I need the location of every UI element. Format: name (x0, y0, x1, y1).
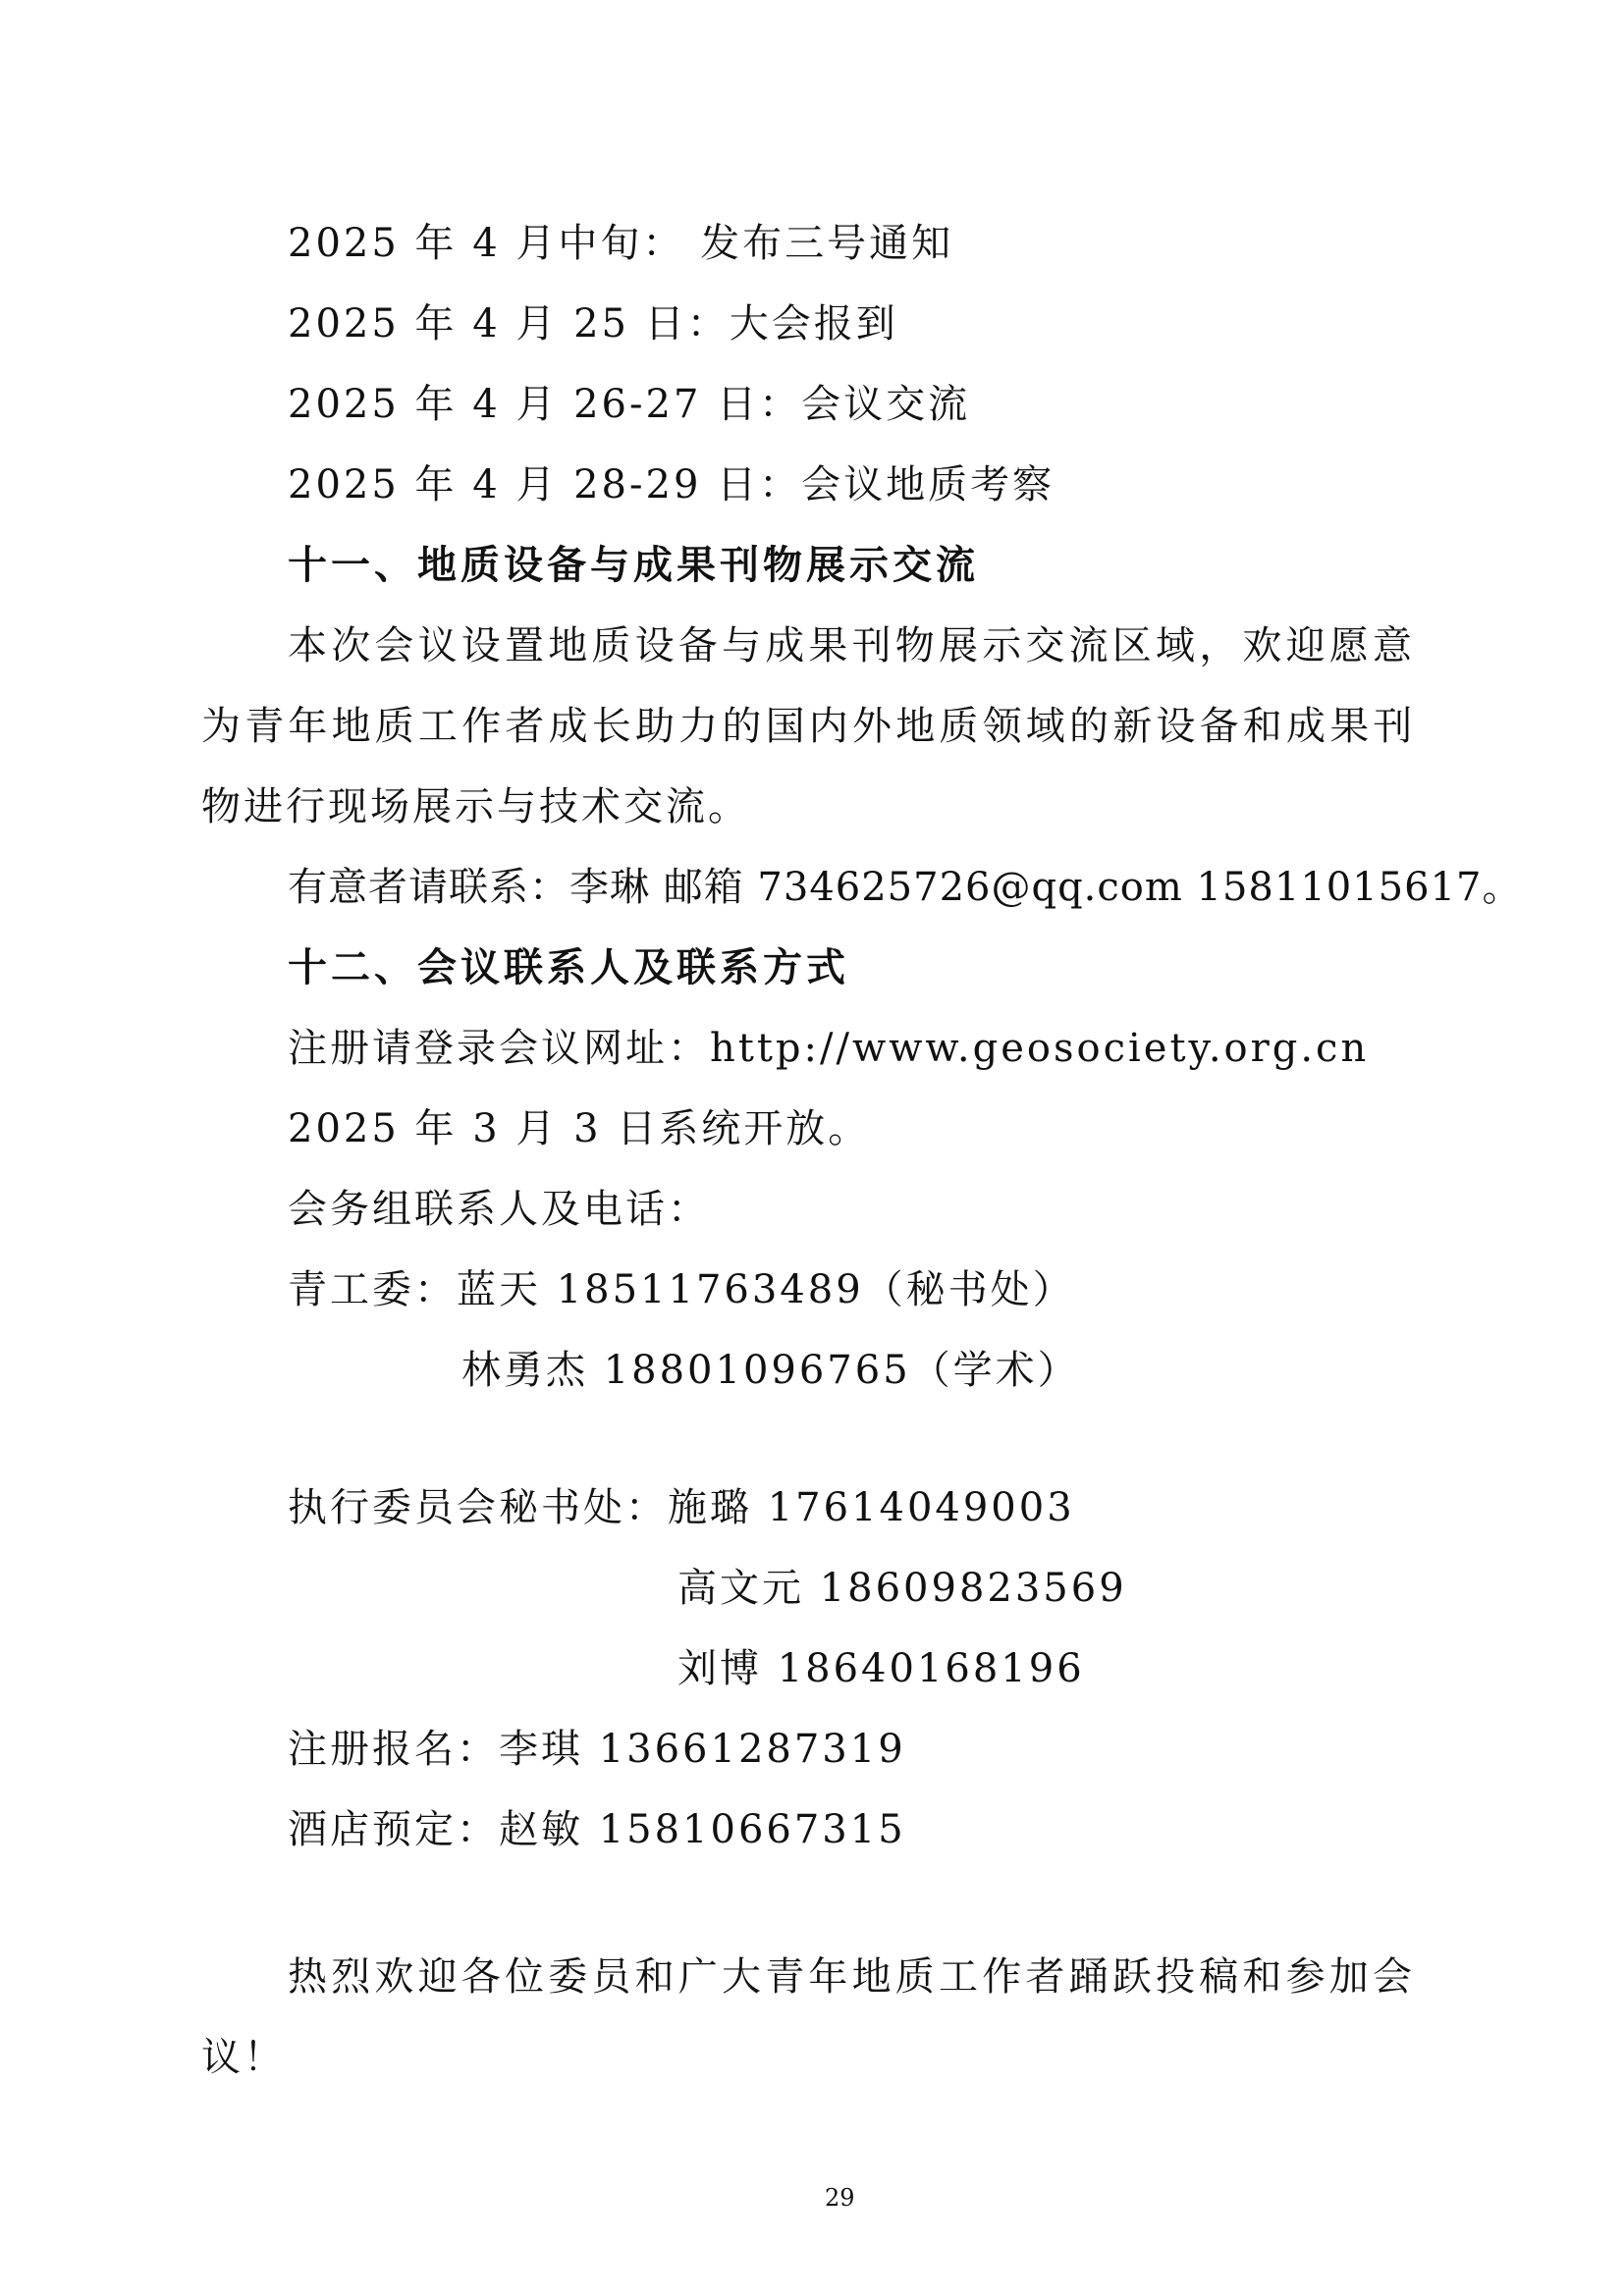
youth-committee-contact: 青工委：蓝天 18511763489（秘书处） (288, 1267, 1075, 1312)
paragraph-line: 为青年地质工作者成长助力的国内外地质领域的新设备和成果刊 (201, 704, 1417, 749)
schedule-item: 2025 年 4 月中旬： 发布三号通知 (288, 221, 954, 266)
registration-contact: 注册报名：李琪 13661287319 (288, 1727, 906, 1772)
section-heading-11: 十一、地质设备与成果刊物展示交流 (288, 543, 979, 588)
hotel-contact: 酒店预定：赵敏 15810667315 (288, 1807, 906, 1852)
staff-intro: 会务组联系人及电话： (288, 1187, 710, 1232)
page-number: 29 (825, 2184, 855, 2212)
schedule-item: 2025 年 4 月 26-27 日：会议交流 (288, 382, 971, 427)
schedule-item: 2025 年 4 月 28-29 日：会议地质考察 (288, 462, 1056, 507)
youth-committee-contact: 林勇杰 18801096765（学术） (461, 1348, 1080, 1393)
website-line: 注册请登录会议网址：http://www.geosociety.org.cn (288, 1026, 1370, 1071)
system-open-line: 2025 年 3 月 3 日系统开放。 (288, 1106, 871, 1151)
paragraph-line: 本次会议设置地质设备与成果刊物展示交流区域，欢迎愿意 (288, 623, 1417, 668)
closing-line: 议！ (201, 2035, 286, 2080)
section-heading-12: 十二、会议联系人及联系方式 (288, 945, 849, 990)
executive-contact: 高文元 18609823569 (677, 1566, 1127, 1611)
executive-contact: 刘博 18640168196 (677, 1646, 1085, 1691)
paragraph-line: 物进行现场展示与技术交流。 (201, 784, 750, 829)
exhibition-contact: 有意者请联系：李琳 邮箱 734625726@qq.com 15811015617。 (288, 865, 1523, 910)
schedule-item: 2025 年 4 月 25 日：大会报到 (288, 301, 898, 347)
executive-contact: 执行委员会秘书处：施璐 17614049003 (288, 1485, 1075, 1530)
closing-line: 热烈欢迎各位委员和广大青年地质工作者踊跃投稿和参加会 (288, 1954, 1417, 2000)
